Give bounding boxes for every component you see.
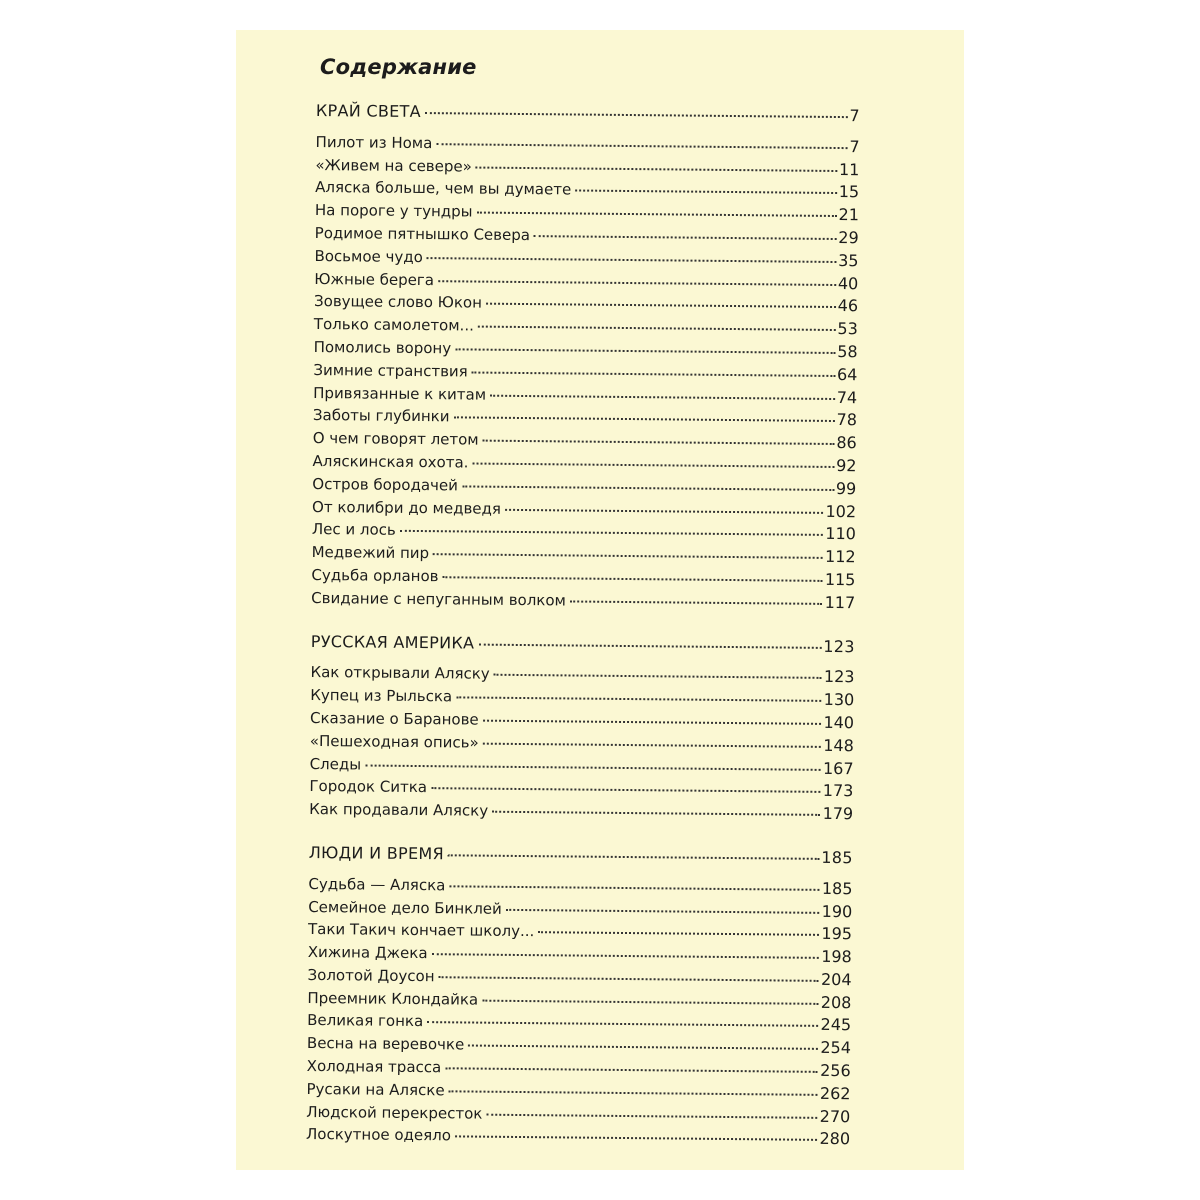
entry-page-number: 64 <box>836 364 858 384</box>
dot-leader <box>456 696 822 702</box>
dot-leader <box>448 854 819 860</box>
entry-title: Купец из Рыльска <box>310 686 453 706</box>
table-of-contents <box>306 100 860 1172</box>
section-page-number: 185 <box>821 847 853 868</box>
section-entries <box>311 131 860 615</box>
entry-page-number: 270 <box>819 1106 851 1126</box>
entry-page-number: 130 <box>823 690 855 710</box>
entry-title: Лоскутное одеяло <box>305 1125 452 1145</box>
dot-leader <box>483 440 835 445</box>
toc-section <box>311 100 860 615</box>
dot-leader <box>472 371 835 376</box>
entry-title: Холодная трасса <box>306 1057 442 1077</box>
entry-title: Людской перекресток <box>306 1102 483 1123</box>
dot-leader <box>400 530 824 536</box>
entry-title: Весна на веревочке <box>306 1034 465 1054</box>
entry-page-number: 112 <box>825 547 856 567</box>
entry-page-number: 86 <box>836 433 857 453</box>
entry-title: Южные берега <box>314 269 435 289</box>
entry-page-number: 167 <box>822 758 854 778</box>
entry-title: «Пешеходная опись» <box>309 731 479 752</box>
entry-page-number: 245 <box>820 1015 852 1035</box>
entry-page-number: 280 <box>819 1129 851 1149</box>
dot-leader <box>436 143 847 149</box>
entry-page-number: 35 <box>838 250 859 270</box>
entry-page-number: 40 <box>837 273 859 293</box>
entry-title: Семейное дело Бинклей <box>308 897 502 918</box>
section-page-number: 7 <box>849 106 860 126</box>
dot-leader <box>432 953 820 959</box>
dot-leader <box>570 600 823 604</box>
dot-leader <box>490 394 835 399</box>
section-heading <box>311 631 855 659</box>
dot-leader <box>483 720 822 725</box>
entry-title: Судьба — Аляска <box>308 874 446 894</box>
entry-title: Судьба орланов <box>311 565 439 586</box>
entry-title: Хижина Джека <box>307 943 428 963</box>
entry-page-number: 58 <box>837 341 858 362</box>
dot-leader <box>449 1090 818 1096</box>
entry-title: Зовущее слово Юкон <box>313 292 483 312</box>
toc-entry <box>306 1123 850 1151</box>
entry-page-number: 74 <box>836 387 858 407</box>
dot-leader <box>427 257 836 263</box>
dot-leader <box>478 643 821 648</box>
dot-leader <box>538 931 819 936</box>
section-entries <box>306 873 853 1152</box>
dot-leader <box>453 417 834 423</box>
entry-title: Свидание с непуганным волком <box>311 588 566 610</box>
entry-page-number: 208 <box>820 992 852 1012</box>
entry-page-number: 117 <box>824 592 856 612</box>
entry-page-number: 195 <box>821 924 853 944</box>
dot-leader <box>438 280 836 286</box>
entry-title: Заботы глубинки <box>312 406 450 426</box>
dot-leader <box>483 742 822 747</box>
entry-title: От колибри до медведя <box>312 497 502 518</box>
section-title: КРАЙ СВЕТА <box>315 100 421 122</box>
entry-title: На пороге у тундры <box>314 201 473 221</box>
toc-section <box>306 842 853 1152</box>
entry-page-number: 173 <box>822 781 854 801</box>
entry-title: Лес и лось <box>311 520 396 540</box>
entry-page-number: 110 <box>825 524 856 544</box>
entry-page-number: 99 <box>835 478 857 498</box>
dot-leader <box>492 811 821 816</box>
entry-page-number: 102 <box>825 501 857 521</box>
dot-leader <box>427 1022 818 1028</box>
toc-section <box>309 631 855 827</box>
entry-title: Городок Ситка <box>309 777 428 797</box>
dot-leader <box>455 348 835 354</box>
entry-title: Помолись ворону <box>313 337 452 358</box>
dot-leader <box>468 1045 818 1050</box>
entry-page-number: 123 <box>823 667 855 687</box>
dot-leader <box>439 976 819 982</box>
dot-leader <box>575 190 837 195</box>
entry-title: Восьмое чудо <box>314 246 423 266</box>
dot-leader <box>472 462 834 467</box>
entry-title: Сказание о Баранове <box>309 708 479 729</box>
dot-leader <box>482 999 819 1004</box>
dot-leader <box>449 885 820 891</box>
entry-page-number: 190 <box>821 901 853 921</box>
dot-leader <box>365 764 821 770</box>
dot-leader <box>478 326 836 331</box>
entry-page-number: 78 <box>836 410 858 430</box>
section-entries <box>309 661 855 826</box>
toc-entry <box>309 798 853 826</box>
entry-page-number: 198 <box>821 946 852 967</box>
dot-leader <box>455 1136 818 1141</box>
dot-leader <box>462 485 834 491</box>
entry-page-number: 15 <box>838 182 860 202</box>
entry-title: «Живем на севере» <box>315 155 472 176</box>
entry-page-number: 179 <box>822 804 854 824</box>
entry-title: Родимое пятнышко Севера <box>314 223 531 245</box>
page-title: Содержание <box>320 55 477 79</box>
entry-title: Как открывали Аляску <box>310 663 490 684</box>
entry-title: Медвежий пир <box>311 543 430 563</box>
entry-page-number: 140 <box>823 712 855 733</box>
section-page-number: 123 <box>823 636 855 656</box>
entry-title: Золотой Доусон <box>307 965 435 986</box>
entry-title: Остров бородачей <box>312 474 459 495</box>
entry-page-number: 29 <box>838 228 859 248</box>
entry-page-number: 262 <box>819 1083 851 1104</box>
dot-leader <box>442 576 822 582</box>
dot-leader <box>506 908 820 913</box>
section-title: ЛЮДИ И ВРЕМЯ <box>308 842 445 864</box>
dot-leader <box>505 508 824 513</box>
entry-title: Таки Такич кончает школу... <box>307 920 535 941</box>
dot-leader <box>486 303 836 308</box>
entry-title: Как продавали Аляску <box>309 800 489 820</box>
entry-page-number: 254 <box>820 1038 852 1058</box>
dot-leader <box>476 166 837 171</box>
entry-title: Только самолетом... <box>313 315 474 335</box>
entry-page-number: 256 <box>820 1060 851 1081</box>
section-title: РУССКАЯ АМЕРИКА <box>310 631 475 653</box>
dot-leader <box>534 235 836 240</box>
section-heading <box>316 100 860 128</box>
dot-leader <box>477 212 837 217</box>
entry-page-number: 7 <box>849 136 860 157</box>
dot-leader <box>425 112 848 118</box>
entry-page-number: 204 <box>820 969 852 990</box>
entry-title: Преемник Клондайка <box>307 988 479 1009</box>
dot-leader <box>486 1113 817 1118</box>
entry-page-number: 148 <box>823 735 854 755</box>
dot-leader <box>494 674 822 679</box>
entry-page-number: 185 <box>821 878 853 898</box>
entry-page-number: 46 <box>837 296 859 316</box>
entry-title: Великая гонка <box>307 1011 424 1031</box>
dot-leader <box>431 787 821 793</box>
entry-title: Зимние странствия <box>313 360 468 381</box>
entry-page-number: 115 <box>824 569 856 590</box>
book-page <box>236 30 964 1170</box>
entry-page-number: 21 <box>838 205 860 225</box>
entry-title: Пилот из Нома <box>315 132 433 152</box>
entry-page-number: 53 <box>837 319 858 339</box>
dot-leader <box>445 1067 818 1073</box>
entry-title: Аляскинская охота. <box>312 451 469 472</box>
entry-page-number: 11 <box>838 159 860 179</box>
entry-page-number: 92 <box>836 455 857 476</box>
toc-entry <box>311 587 855 615</box>
entry-title: О чем говорят летом <box>312 429 479 449</box>
entry-title: Аляска больше, чем вы думаете <box>315 178 572 199</box>
entry-title: Привязанные к китам <box>313 383 487 404</box>
entry-title: Русаки на Аляске <box>306 1079 445 1100</box>
section-heading <box>309 842 853 870</box>
entry-title: Следы <box>309 754 362 773</box>
dot-leader <box>433 553 823 559</box>
